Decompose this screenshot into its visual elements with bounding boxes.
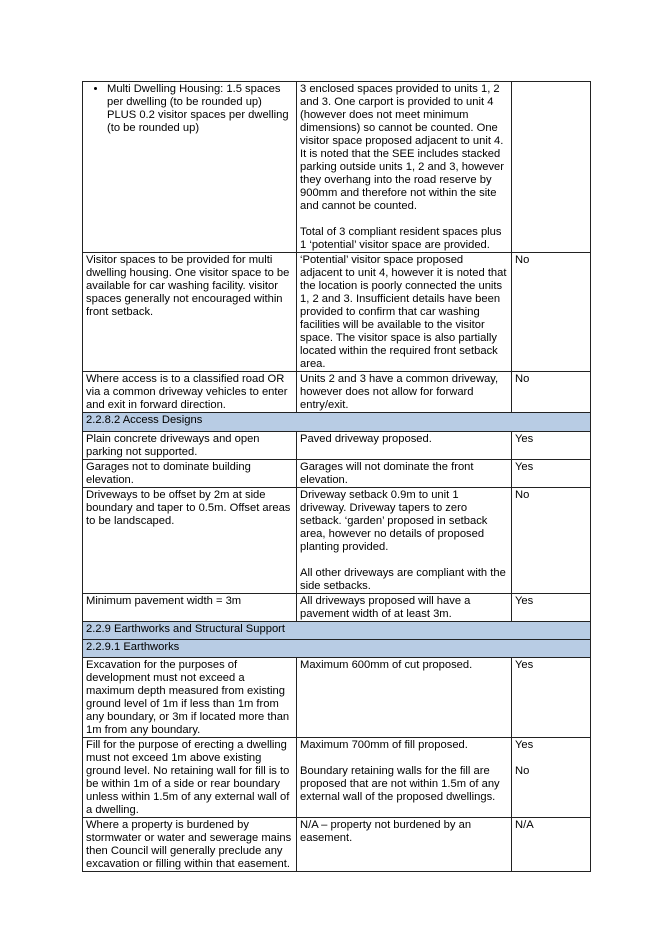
proposal-paragraph: Maximum 700mm of fill proposed. (300, 739, 468, 751)
table-row (83, 253, 591, 372)
proposal-cell (297, 738, 512, 818)
table-row (83, 82, 591, 253)
proposal-cell: ‘Potential’ visitor space proposed adjacent to unit 4, however it is noted that the location is poorly connected the units 1, 2 and 3. Insufficient details have been provided to confirm that car washing facilities will be available to the visitor space. The visitor space is also partially located within the required front setback area. (297, 253, 512, 372)
table-row (83, 738, 591, 818)
proposal-cell (297, 82, 512, 253)
section-heading: 2.2.8.2 Access Designs (83, 413, 591, 432)
complies-cell (512, 738, 591, 818)
complies-value: Yes (515, 739, 534, 751)
complies-cell: Yes (512, 432, 591, 460)
table-row (83, 432, 591, 460)
table-row (83, 460, 591, 488)
requirement-cell: Minimum pavement width = 3m (83, 594, 297, 622)
proposal-cell: N/A – property not burdened by an easement. (297, 818, 512, 872)
proposal-cell: Paved driveway proposed. (297, 432, 512, 460)
complies-cell: N/A (512, 818, 591, 872)
complies-cell (512, 82, 591, 253)
requirement-list (86, 83, 293, 135)
proposal-cell: Units 2 and 3 have a common driveway, however does not allow for forward entry/exit. (297, 372, 512, 413)
proposal-paragraph: Boundary retaining walls for the fill are proposed that are not within 1.5m of any external wall of the proposed dwellings. (300, 765, 500, 803)
requirement-cell: Excavation for the purposes of development must not exceed a maximum depth measured from existing ground level of 1m if less than 1m from any boundary, or 3m if located more than 1m from any boundary. (83, 658, 297, 738)
proposal-cell: Maximum 600mm of cut proposed. (297, 658, 512, 738)
requirement-cell: Visitor spaces to be provided for multi dwelling housing. One visitor space to be available for car washing facility. visitor spaces generally not encouraged within front setback. (83, 253, 297, 372)
table-row (83, 372, 591, 413)
compliance-table (82, 81, 591, 872)
proposal-cell: Garages will not dominate the front elevation. (297, 460, 512, 488)
section-heading: 2.2.9.1 Earthworks (83, 640, 591, 658)
section-header-row (83, 413, 591, 432)
requirement-bullet: • Multi Dwelling Housing: 1.5 spaces per dwelling (to be rounded up) PLUS 0.2 visitor spaces per dwelling (to be rounded up) (107, 83, 293, 135)
proposal-paragraph: Driveway setback 0.9m to unit 1 driveway. Driveway tapers to zero setback. ‘garden’ proposed in setback area, however no details of proposed planting provided. (300, 489, 488, 553)
requirement-cell: Fill for the purpose of erecting a dwelling must not exceed 1m above existing ground level. No retaining wall for fill is to be within 1m of a side or rear boundary unless within 1.5m of any external wall of a dwelling. (83, 738, 297, 818)
complies-cell: Yes (512, 594, 591, 622)
requirement-cell: Driveways to be offset by 2m at side boundary and taper to 0.5m. Offset areas to be landscaped. (83, 488, 297, 594)
complies-cell: Yes (512, 658, 591, 738)
proposal-paragraph: Total of 3 compliant resident spaces plus 1 ‘potential’ visitor space are provided. (300, 226, 502, 251)
complies-cell: No (512, 253, 591, 372)
proposal-paragraph: All other driveways are compliant with the side setbacks. (300, 567, 506, 592)
requirement-cell: Garages not to dominate building elevation. (83, 460, 297, 488)
table-row (83, 658, 591, 738)
proposal-cell (297, 488, 512, 594)
proposal-cell: All driveways proposed will have a pavement width of at least 3m. (297, 594, 512, 622)
complies-cell: No (512, 372, 591, 413)
requirement-cell: Where access is to a classified road OR via a common driveway vehicles to enter and exit in forward direction. (83, 372, 297, 413)
section-header-row (83, 640, 591, 658)
requirement-cell: Plain concrete driveways and open parking not supported. (83, 432, 297, 460)
table-row (83, 488, 591, 594)
table-row (83, 818, 591, 872)
table-row (83, 594, 591, 622)
requirement-cell: Where a property is burdened by stormwater or water and sewerage mains then Council will generally preclude any excavation or filling within that easement. (83, 818, 297, 872)
complies-value: No (515, 765, 530, 777)
requirement-cell (83, 82, 297, 253)
complies-cell: No (512, 488, 591, 594)
section-heading: 2.2.9 Earthworks and Structural Support (83, 622, 591, 640)
complies-cell: Yes (512, 460, 591, 488)
proposal-paragraph: 3 enclosed spaces provided to units 1, 2 and 3. One carport is provided to unit 4 (however does not meet minimum dimensions) so cannot be counted. One visitor space proposed adjacent to unit 4. It is noted that the SEE includes stacked parking outside units 1, 2 and 3, however they overhang into the road reserve by 900mm and therefore not within the site and cannot be counted. (300, 83, 504, 212)
section-header-row (83, 622, 591, 640)
